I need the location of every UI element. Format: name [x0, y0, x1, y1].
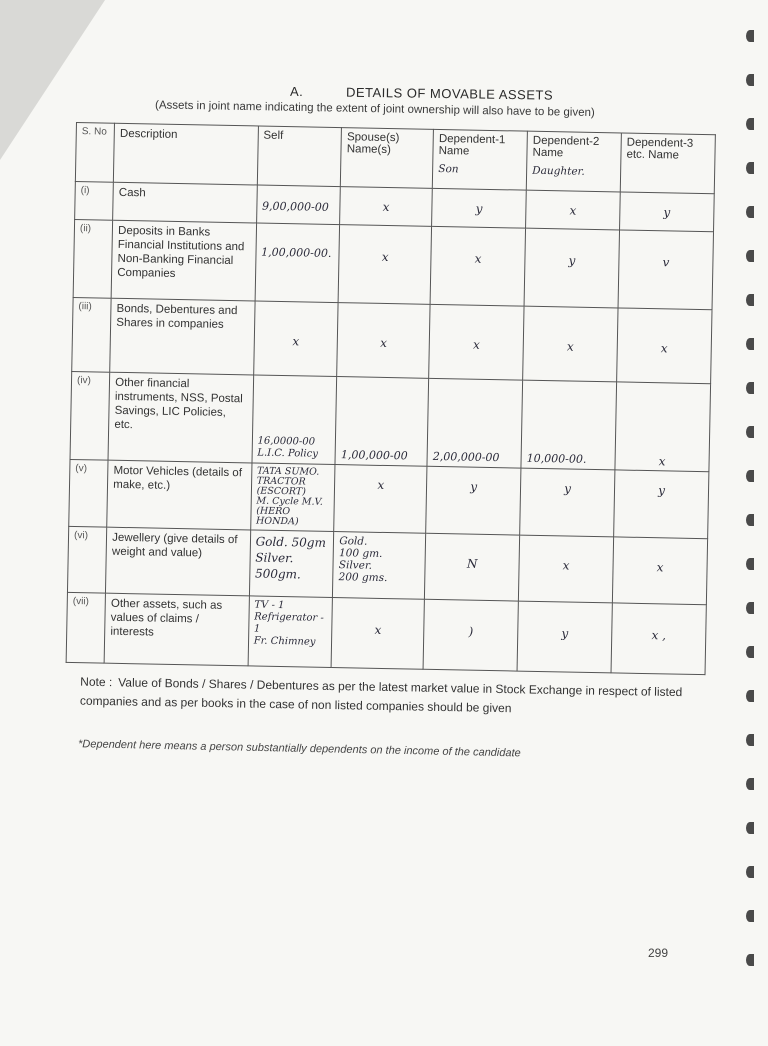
row-description: Deposits in Banks Financial Institutions and Non-Banking Financial Companies [111, 220, 256, 301]
self-value: TATA SUMO. TRACTOR (ESCORT) M. Cycle M.V. (HERO HONDA) [255, 465, 323, 528]
dependent-2-value: x [562, 558, 570, 573]
dependent-2-value: 10,000-00. [526, 451, 587, 466]
row-sno: (i) [75, 181, 114, 220]
dependent-1-value: y [470, 479, 478, 494]
row-sno: (v) [69, 459, 108, 527]
dependent-1-value: x [472, 337, 480, 352]
row-dependent-2 [517, 601, 612, 673]
row-spouse [337, 303, 430, 379]
row-sno: (ii) [73, 219, 113, 298]
dependent-3-value: v [662, 255, 670, 270]
row-dependent-1 [430, 226, 525, 306]
table-row [66, 592, 706, 674]
section-letter: A. [289, 83, 304, 100]
self-value: 9,00,000-00 [261, 199, 329, 214]
row-dependent-3 [617, 308, 712, 384]
dependent-1-value: 2,00,000-00 [432, 449, 500, 465]
dependent-2-value: x [566, 339, 574, 354]
header-dependent-3: Dependent-3 etc. Name [620, 133, 715, 194]
row-dependent-1 [423, 599, 518, 671]
row-dependent-1 [425, 533, 520, 601]
row-dependent-3 [618, 230, 713, 310]
row-spouse [338, 225, 431, 305]
row-dependent-3 [612, 537, 707, 605]
note-text: Value of Bonds / Shares / Debentures as per the latest market value in Stock Exchange in respect of listed companies and as per books in the case of non listed companies should be given [79, 675, 683, 716]
dependent-footnote: *Dependent here means a person substantially dependents on the income of the candidate [77, 738, 521, 760]
row-self [250, 463, 335, 532]
row-dependent-2 [518, 535, 613, 603]
row-sno: (vi) [67, 526, 106, 593]
dependent-1-value: x [474, 251, 482, 266]
row-self [249, 530, 334, 598]
section-heading [290, 84, 590, 103]
row-spouse [334, 465, 427, 534]
row-dependent-1 [426, 466, 521, 535]
header-dependent-2-label: Dependent-2 Name [532, 134, 600, 160]
row-description: Cash [113, 182, 257, 223]
row-dependent-2 [526, 190, 621, 230]
spouse-value: x [374, 622, 382, 637]
row-dependent-3 [615, 382, 711, 472]
dependent-1-value: ) [468, 624, 474, 639]
row-self [248, 596, 333, 668]
row-dependent-1 [427, 378, 523, 468]
spouse-value: 1,00,000-00 [340, 448, 408, 463]
dependent-2-value: y [561, 626, 569, 641]
row-spouse [333, 532, 426, 600]
note-paragraph [80, 673, 693, 722]
dependent-1-value: N [466, 556, 478, 571]
note-label: Note : [80, 674, 113, 690]
spouse-value: Gold. 100 gm. Silver. 200 gms. [338, 535, 388, 585]
row-spouse [340, 187, 433, 227]
header-self: Self [257, 126, 342, 187]
spiral-binding [740, 30, 754, 1020]
header-dependent-2 [526, 131, 621, 192]
self-value: 1,00,000-00. [261, 245, 332, 260]
row-dependent-3 [620, 192, 715, 232]
row-dependent-2 [521, 380, 617, 470]
row-description: Other financial instruments, NSS, Postal Savings, LIC Policies, etc. [108, 372, 253, 463]
movable-assets-table [66, 122, 716, 675]
row-sno: (vii) [66, 592, 106, 663]
table-row [67, 526, 707, 604]
assets-table-wrapper [66, 122, 716, 675]
dependent-2-value: y [564, 481, 572, 496]
row-dependent-3 [611, 603, 706, 675]
dependent-3-value: x [660, 341, 668, 356]
row-dependent-2 [523, 306, 618, 382]
table-row [69, 459, 709, 538]
self-value: TV - 1 Refrigerator - 1 Fr. Chimney [253, 599, 324, 648]
handwritten-dependent-2-name: Daughter. [532, 164, 585, 178]
self-value: x [292, 334, 300, 349]
self-value: 16,0000-00 L.I.C. Policy [257, 435, 319, 460]
dependent-3-value: x , [651, 628, 667, 643]
row-description: Bonds, Debentures and Shares in companies [110, 298, 255, 375]
row-spouse [331, 598, 424, 670]
row-self [255, 223, 340, 303]
dependent-3-value: x [656, 560, 664, 575]
section-subtitle: (Assets in joint name indicating the extent of joint ownership will also have to be given) [154, 99, 595, 120]
row-self [256, 185, 340, 225]
row-dependent-2 [520, 468, 615, 537]
row-dependent-1 [429, 304, 524, 380]
section-title: DETAILS OF MOVABLE ASSETS [345, 84, 554, 103]
table-row [73, 219, 713, 309]
row-sno: (iv) [70, 371, 110, 460]
spouse-value: x [382, 199, 390, 215]
row-spouse [335, 377, 429, 467]
row-dependent-3 [614, 470, 709, 539]
row-description: Other assets, such as values of claims / interests [104, 593, 249, 666]
row-description: Motor Vehicles (details of make, etc.) [107, 460, 252, 530]
handwritten-dependent-1-name: Son [438, 162, 459, 176]
row-dependent-1 [432, 188, 527, 228]
dependent-1-value: y [475, 201, 483, 216]
header-description: Description [114, 123, 259, 185]
row-dependent-2 [524, 228, 619, 308]
spouse-value: x [377, 477, 385, 492]
table-row [72, 297, 712, 383]
page-number: 299 [648, 946, 669, 960]
spouse-value: x [380, 335, 388, 351]
header-spouse: Spouse(s) Name(s) [341, 128, 434, 189]
row-self [252, 375, 337, 465]
row-self [253, 301, 338, 377]
dependent-2-value: y [568, 253, 576, 268]
dependent-3-value: y [663, 205, 671, 220]
row-description: Jewellery (give details of weight and value) [106, 527, 251, 596]
dependent-3-value: y [658, 483, 666, 498]
header-sno: S. No [75, 123, 114, 183]
dependent-3-value: x [658, 454, 666, 469]
header-dependent-1-label: Dependent-1 Name [438, 132, 506, 158]
spouse-value: x [381, 249, 389, 265]
table-row [70, 371, 711, 471]
self-value: Gold. 50gm Silver. 500gm. [254, 534, 327, 582]
row-sno: (iii) [72, 297, 112, 372]
header-dependent-1 [432, 129, 527, 190]
dependent-2-value: x [569, 203, 577, 218]
